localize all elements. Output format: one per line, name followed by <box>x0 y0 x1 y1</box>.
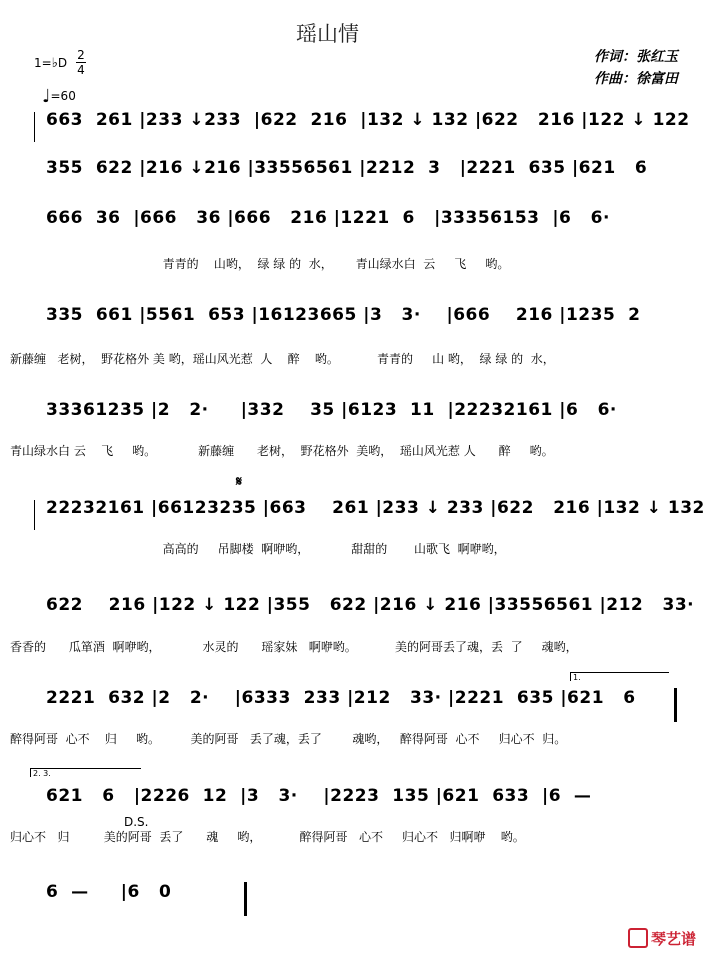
notes-line-2: 355 622 |216 ↓216 |33556561 |2212 3 |2221 635 |621 6 <box>46 158 648 178</box>
repeat-bar <box>674 688 677 722</box>
key-signature <box>34 56 67 71</box>
lyrics-line-8: 醉得阿哥 心不 归 哟。 美的阿哥 丢了魂，丢了 魂哟， 醉得阿哥 心不 归心不 归。 <box>10 732 567 746</box>
notes-line-6: 22232161 |66123235 |663 261 |233 ↓ 233 |622 216 |132 ↓ 132 <box>46 498 705 518</box>
meter-bottom: 4 <box>77 63 85 77</box>
notes-line-5: 33361235 |2 2· |332 35 |6123 11 |22232161 |6 6· <box>46 400 617 420</box>
lyrics-line-4: 新藤缠 老树， 野花格外 美 哟，瑶山风光惹 人 醉 哟。 青青的 山 哟， 绿 绿 的 水， <box>10 352 555 366</box>
notes-line-3: 666 36 |666 36 |666 216 |1221 6 |33356153 |6 6· <box>46 208 610 228</box>
bar-line <box>34 500 35 530</box>
flat-icon: ♭ <box>51 56 58 71</box>
staff-line-8 <box>30 688 685 724</box>
key-letter: D <box>57 56 68 70</box>
staff-line-6 <box>30 498 705 534</box>
lyrics-line-9: 归心不 归 美的阿哥 丢了 魂 哟， 醉得阿哥 心不 归心不 归啊咿 哟。 <box>10 830 525 844</box>
lyrics-line-6: 高高的 吊脚楼 啊咿哟， 甜甜的 山歌飞 啊咿哟， <box>10 542 506 556</box>
staff-line-3 <box>30 208 685 244</box>
segno-icon: 𝄋 <box>236 474 243 490</box>
staff-line-10 <box>30 882 685 918</box>
logo-icon <box>628 928 648 948</box>
staff-line-7 <box>30 595 695 631</box>
staff-line-4 <box>30 305 685 341</box>
tempo-value: =60 <box>50 89 76 103</box>
notes-line-8: 2221 632 |2 2· |6333 233 |212 33· |2221 635 |621 6 <box>46 688 636 708</box>
tempo-mark <box>42 86 76 107</box>
volta-1-bracket <box>570 672 669 681</box>
notes-line-9: 621 6 |2226 12 |3 3· |2223 135 |621 633 |6 — <box>46 786 592 806</box>
staff-line-1 <box>30 110 690 146</box>
lyricist-credit: 作词：张红玉 <box>594 49 678 65</box>
notes-line-7: 622 216 |122 ↓ 122 |355 622 |216 ↓ 216 |33556561 |212 33· <box>46 595 695 615</box>
notes-line-10: 6 — |6 0 <box>46 882 172 902</box>
staff-line-5 <box>30 400 685 436</box>
logo-text: 琴艺谱 <box>650 930 696 948</box>
lyrics-line-3: 青青的 山哟， 绿 绿 的 水， 青山绿水白 云 飞 哟。 <box>10 257 510 271</box>
quarter-note-icon: ♩ <box>42 86 51 107</box>
notes-line-1: 663 261 |233 ↓233 |622 216 |132 ↓ 132 |622 216 |122 ↓ 122 <box>46 110 690 130</box>
ds-mark: D.S. <box>124 815 149 829</box>
staff-line-2 <box>30 158 685 194</box>
key-prefix: 1= <box>34 56 52 70</box>
volta-23-bracket <box>30 768 141 777</box>
bar-line <box>34 112 35 142</box>
lyrics-line-7: 香香的 瓜箪酒 啊咿哟， 水灵的 瑶家妹 啊咿哟。 美的阿哥丢了魂，丢 了 魂哟， <box>10 640 578 654</box>
notes-line-4: 335 661 |5561 653 |16123665 |3 3· |666 216 |1235 2 <box>46 305 641 325</box>
site-logo <box>628 928 696 949</box>
final-bar <box>244 882 247 916</box>
time-signature <box>76 48 86 77</box>
meter-top: 2 <box>77 48 85 62</box>
composer-credit: 作曲：徐富田 <box>594 71 678 87</box>
lyrics-line-5: 青山绿水白 云 飞 哟。 新藤缠 老树， 野花格外 美哟， 瑶山风光惹 人 醉 哟。 <box>10 444 554 458</box>
volta-1-label: 1. <box>573 673 581 682</box>
volta-23-label: 2. 3. <box>33 769 51 778</box>
page-title: 瑶山情 <box>296 22 359 46</box>
